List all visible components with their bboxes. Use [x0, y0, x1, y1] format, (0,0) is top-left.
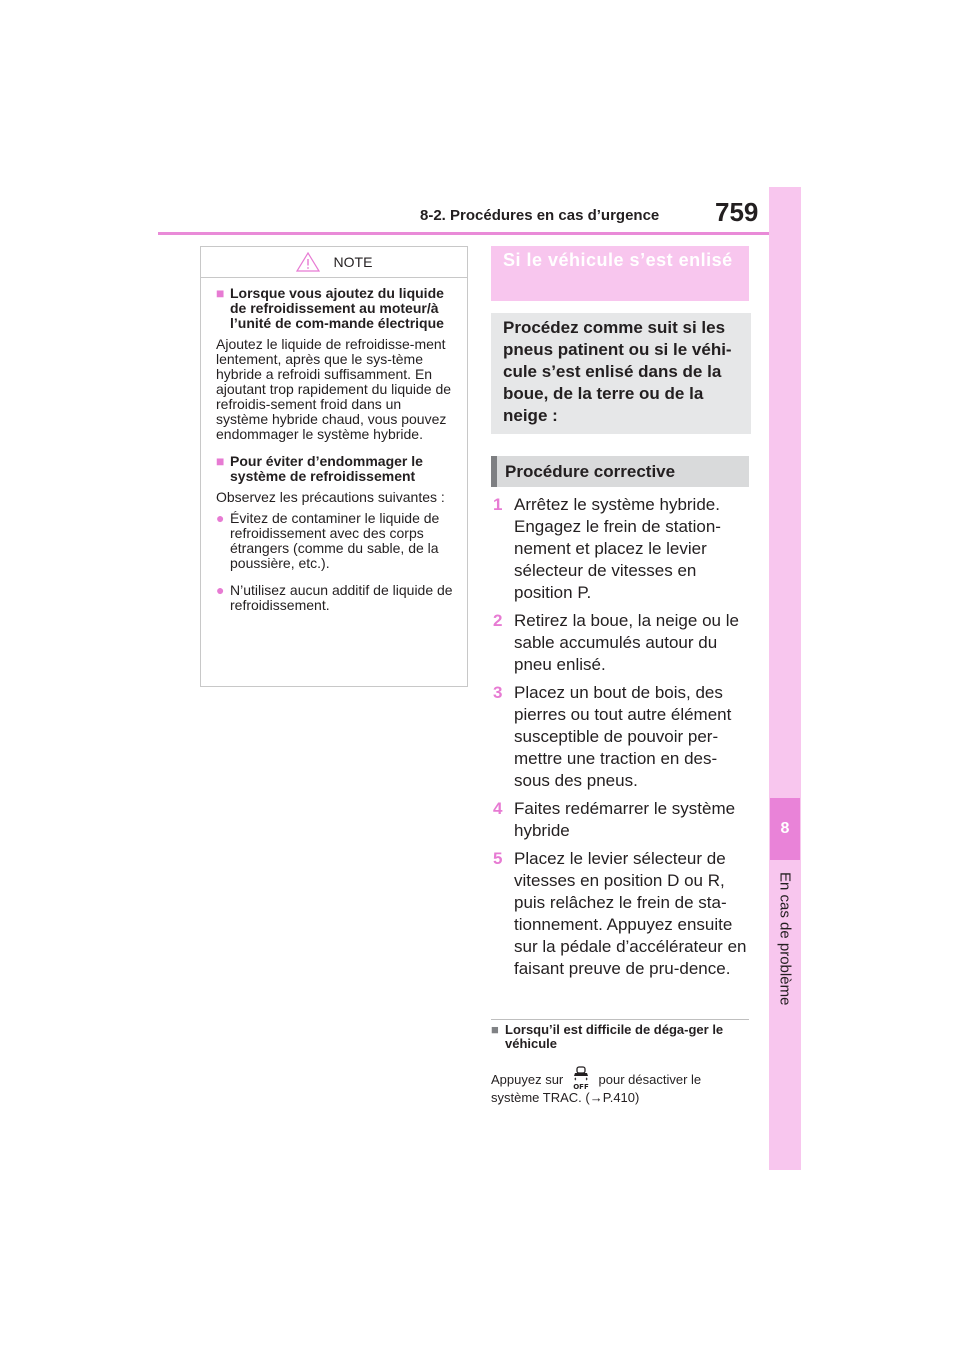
- note-box: [200, 246, 468, 687]
- note-paragraph-1: Ajoutez le liquide de refroidisse-ment lentement, après que le sys-tème hybride a refroidi suffisamment. En ajoutant trop rapidement du liquide de refroidis-sement froid dans un système hybride chaud, vous pouvez endommager le système hybride.: [216, 336, 452, 442]
- subheading-text: Lorsqu’il est difficile de déga-ger le véhicule: [505, 1022, 724, 1051]
- trac-off-icon: [571, 1066, 591, 1090]
- note-paragraph-2: Observez les précautions suivantes :: [216, 489, 445, 505]
- note-header: [201, 247, 467, 278]
- square-bullet-icon: ■: [491, 1022, 499, 1037]
- note-bullet-1-text: Évitez de contaminer le liquide de refroidissement avec des corps étrangers (comme du sable, de la poussière, etc.).: [230, 510, 440, 571]
- note-bullet-2-text: N’utilisez aucun additif de liquide de refroidissement.: [230, 582, 453, 613]
- trac-text-after: pour désactiver le système TRAC. (→P.410): [491, 1072, 702, 1105]
- page-number: 759: [715, 197, 759, 227]
- note-heading-2-text: Pour éviter d’endommager le système de refroidissement: [230, 453, 423, 484]
- step-item: [491, 610, 751, 676]
- note-bullet-2: [216, 583, 457, 613]
- step-number: 1: [493, 495, 503, 514]
- chapter-number-badge: 8: [770, 798, 800, 860]
- note-heading-2: [216, 454, 457, 484]
- step-item: [491, 848, 751, 980]
- step-number: 4: [493, 799, 503, 818]
- section-header-title: 8-2. Procédures en cas d’urgence: [420, 207, 660, 224]
- step-text: Retirez la boue, la neige ou le sable accumulés autour du pneu enlisé.: [514, 611, 739, 674]
- step-text: Placez le levier sélecteur de vitesses en position D ou R, puis relâchez le frein de sta-tionnement. Appuyez ensuite sur la pédale d’accélérateur en faisant preuve de pru-dence.: [514, 849, 747, 978]
- section-intro: Procédez comme suit si les pneus patinent ou si le véhi-cule s’est enlisé dans de la boue, de la terre ou de la neige :: [491, 313, 751, 434]
- square-bullet-icon: ■: [216, 285, 225, 301]
- note-heading-1-text: Lorsque vous ajoutez du liquide de refroidissement au moteur/à l’unité de com-mande électrique: [230, 285, 444, 331]
- round-bullet-icon: ●: [216, 510, 225, 526]
- step-text: Placez un bout de bois, des pierres ou tout autre élément susceptible de pouvoir per-mettre une traction en des-sous des pneus.: [514, 683, 732, 790]
- step-text: Faites redémarrer le système hybride: [514, 799, 736, 840]
- step-number: 5: [493, 849, 503, 868]
- warning-triangle-icon: [296, 252, 320, 272]
- note-bullet-1: [216, 511, 457, 571]
- divider: [491, 1019, 749, 1020]
- step-number: 3: [493, 683, 503, 702]
- chapter-label: En cas de problème: [776, 872, 794, 1006]
- square-bullet-icon: ■: [216, 453, 225, 469]
- procedure-steps: [491, 494, 751, 986]
- note-title: NOTE: [333, 254, 373, 270]
- header-rule: [158, 232, 770, 235]
- procedure-heading: Procédure corrective: [491, 456, 749, 487]
- step-item: [491, 798, 751, 842]
- trac-instructions: [491, 1066, 749, 1105]
- round-bullet-icon: ●: [216, 582, 225, 598]
- section-title-box: Si le véhicule s’est enlisé: [491, 246, 749, 301]
- step-item: [491, 682, 751, 792]
- trac-text-before: Appuyez sur: [491, 1072, 564, 1087]
- subheading: [491, 1023, 746, 1051]
- step-number: 2: [493, 611, 503, 630]
- note-heading-1: [216, 286, 457, 331]
- step-text: Arrêtez le système hybride. Engagez le frein de station-nement et placez le levier sélecteur de vitesses en position P.: [514, 495, 721, 602]
- step-item: [491, 494, 751, 604]
- svg-text:OFF: OFF: [573, 1083, 589, 1090]
